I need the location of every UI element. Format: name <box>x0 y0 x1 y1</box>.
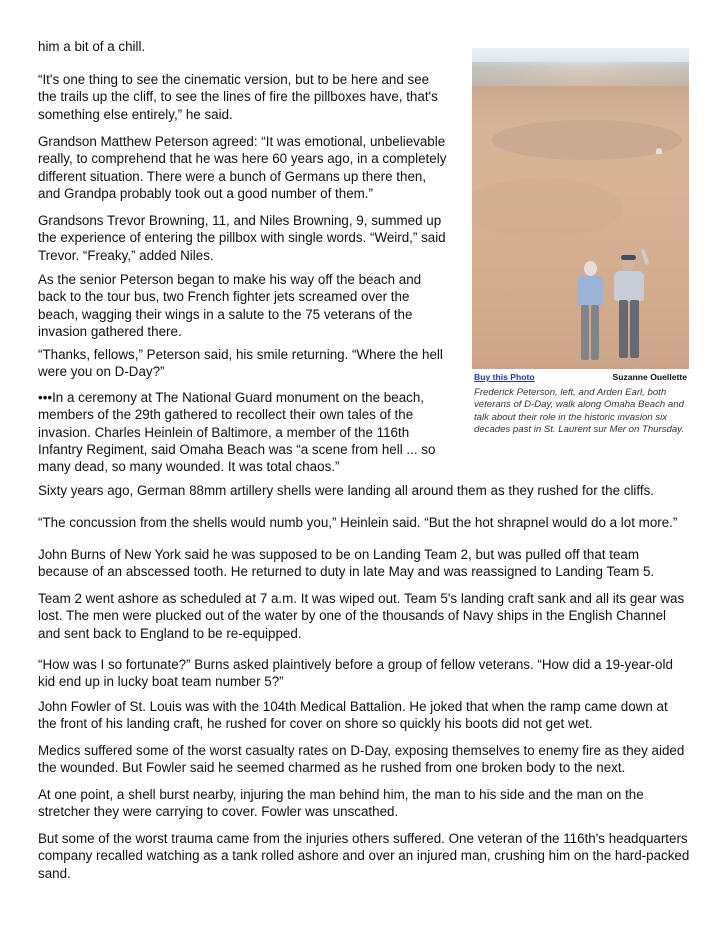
photo-veteran-left <box>575 261 605 361</box>
paragraph: “How was I so fortunate?” Burns asked plaintively before a group of fellow veterans. “How did a 19-year-old kid end up in lucky boat team number 5?” <box>38 657 673 690</box>
photo-wet-sand <box>492 120 682 160</box>
photo-shoreline <box>472 62 689 86</box>
paragraph: “Thanks, fellows,” Peterson said, his smile returning. “Where the hell were you on D-Day?” <box>38 347 443 380</box>
photo-credit: Suzanne Ouellette <box>612 372 687 382</box>
photo-veteran-right <box>612 255 646 361</box>
photo-figure <box>472 48 689 436</box>
beach-photo <box>472 48 689 369</box>
paragraph: Medics suffered some of the worst casualty rates on D-Day, exposing themselves to enemy fire as they aided the wounded. But Fowler said he seemed charmed as he rushed from one broken body to the next. <box>38 743 685 776</box>
paragraph: “The concussion from the shells would numb you,” Heinlein said. “But the hot shrapnel would do a lot more.” <box>38 515 678 530</box>
paragraph: Grandsons Trevor Browning, 11, and Niles Browning, 9, summed up the experience of entering the pillbox with single words. “Weird,” said Trevor. “Freaky,” added Niles. <box>38 213 446 263</box>
paragraph: As the senior Peterson began to make his way off the beach and back to the tour bus, two French fighter jets screamed over the beach, wagging their wings in a salute to the 75 veterans of the invasion gathered there. <box>38 272 422 339</box>
paragraph: John Fowler of St. Louis was with the 104th Medical Battalion. He joked that when the ramp came down at the front of his landing craft, he rushed for cover on shore so quickly his boots did not get wet. <box>38 699 668 732</box>
paragraph: Team 2 went ashore as scheduled at 7 a.m. It was wiped out. Team 5's landing craft sank and all its gear was lost. The men were plucked out of the water by one of the thousands of Navy ships in the English Channel and sent back to England to be re-equipped. <box>38 591 685 641</box>
paragraph: But some of the worst trauma came from the injuries others suffered. One veteran of the 116th's headquarters company recalled watching as a tank rolled ashore and over an injured man, crushing him on the hard-packed sand. <box>38 831 690 881</box>
paragraph: “It's one thing to see the cinematic version, but to be here and see the trails up the cliff, to see the lines of fire the pillboxes have, that's something else entirely,” he said. <box>38 72 438 122</box>
paragraph: Grandson Matthew Peterson agreed: “It was emotional, unbelievable really, to comprehend that he was here 60 years ago, in a completely different situation. There were a bunch of Germans up there then, and Grandpa probably took out a good number of them.” <box>38 134 447 201</box>
photo-wet-sand <box>472 178 622 238</box>
buy-photo-link[interactable]: Buy this Photo <box>474 372 535 382</box>
paragraph: Sixty years ago, German 88mm artillery shells were landing all around them as they rushed for the cliffs. <box>38 483 655 498</box>
photo-credit-row <box>472 372 689 384</box>
photo-caption: Frederick Peterson, left, and Arden Earl, both veterans of D-Day, walk along Omaha Beach and talk about their role in the historic invasion six decades past in St. Laurent sur Mer on Thursday. <box>474 387 684 435</box>
paragraph: John Burns of New York said he was supposed to be on Landing Team 2, but was pulled off that team because of an abscessed tooth. He returned to duty in late May and was reassigned to Landing Team 5. <box>38 547 655 580</box>
paragraph: •••In a ceremony at The National Guard monument on the beach, members of the 29th gathered to recollect their own tales of the invasion. Charles Heinlein of Baltimore, a member of the 116th Infantry Regiment, said Omaha Beach was “a scene from hell ... so many dead, so many wounded. It was total chaos.” <box>38 390 436 475</box>
paragraph: him a bit of a chill. <box>38 39 146 54</box>
paragraph: At one point, a shell burst nearby, injuring the man behind him, the man to his side and the man on the stretcher they were carrying to cover. Fowler was unscathed. <box>38 787 644 820</box>
